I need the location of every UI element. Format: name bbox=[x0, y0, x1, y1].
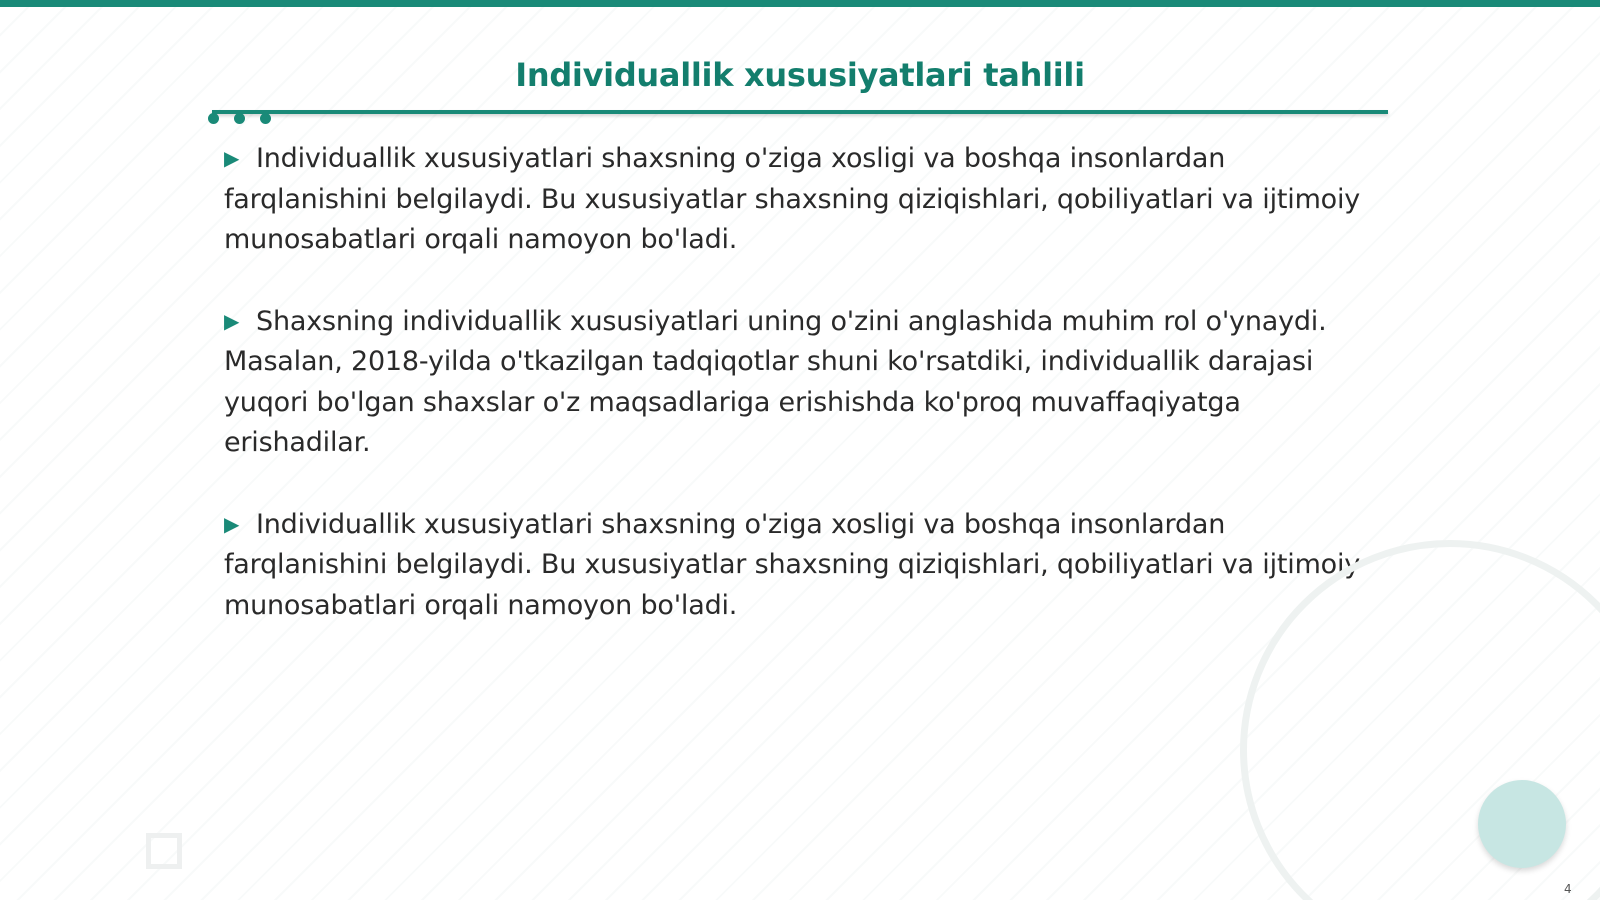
decorative-square bbox=[146, 833, 182, 869]
decor-dot-2 bbox=[234, 113, 245, 124]
bullet-list bbox=[224, 138, 1374, 666]
decor-dot-1 bbox=[208, 113, 219, 124]
slide-title: Individuallik xususiyatlari tahlili bbox=[515, 56, 1085, 94]
triangle-bullet-icon: ▶ bbox=[224, 146, 240, 170]
bullet-item bbox=[224, 138, 1374, 261]
triangle-bullet-icon: ▶ bbox=[224, 308, 240, 333]
decor-dot-3 bbox=[260, 113, 271, 124]
bullet-item bbox=[224, 504, 1374, 627]
decorative-disc bbox=[1478, 780, 1566, 868]
bullet-text: Individuallik xususiyatlari shaxsning o'ziga xosligi va boshqa insonlardan farqlanishini belgilaydi. Bu xususiyatlar shaxsning qiziqishlari, qobiliyatlari va ijtimoiy munosabatlari orqali namoyon bo'ladi. bbox=[224, 143, 1361, 255]
triangle-bullet-icon: ▶ bbox=[224, 511, 240, 536]
bullet-text: Individuallik xususiyatlari shaxsning o'ziga xosligi va boshqa insonlardan farqlanishini belgilaydi. Bu xususiyatlar shaxsning qiziqishlari, qobiliyatlari va ijtimoiy munosabatlari orqali namoyon bo'ladi. bbox=[224, 508, 1361, 621]
top-accent-bar bbox=[0, 0, 1600, 7]
page-number: 4 bbox=[1564, 882, 1572, 896]
bullet-text: Shaxsning individuallik xususiyatlari uning o'zini anglashida muhim rol o'ynaydi. Masalan, 2018-yilda o'tkazilgan tadqiqotlar shuni ko'rsatdiki, individuallik darajasi yuqori bo'lgan shaxslar o'z maqsadlariga erishishda ko'proq muvaffaqiyatga erishadilar. bbox=[224, 305, 1327, 458]
title-underline bbox=[212, 110, 1388, 114]
bullet-item bbox=[224, 301, 1374, 464]
